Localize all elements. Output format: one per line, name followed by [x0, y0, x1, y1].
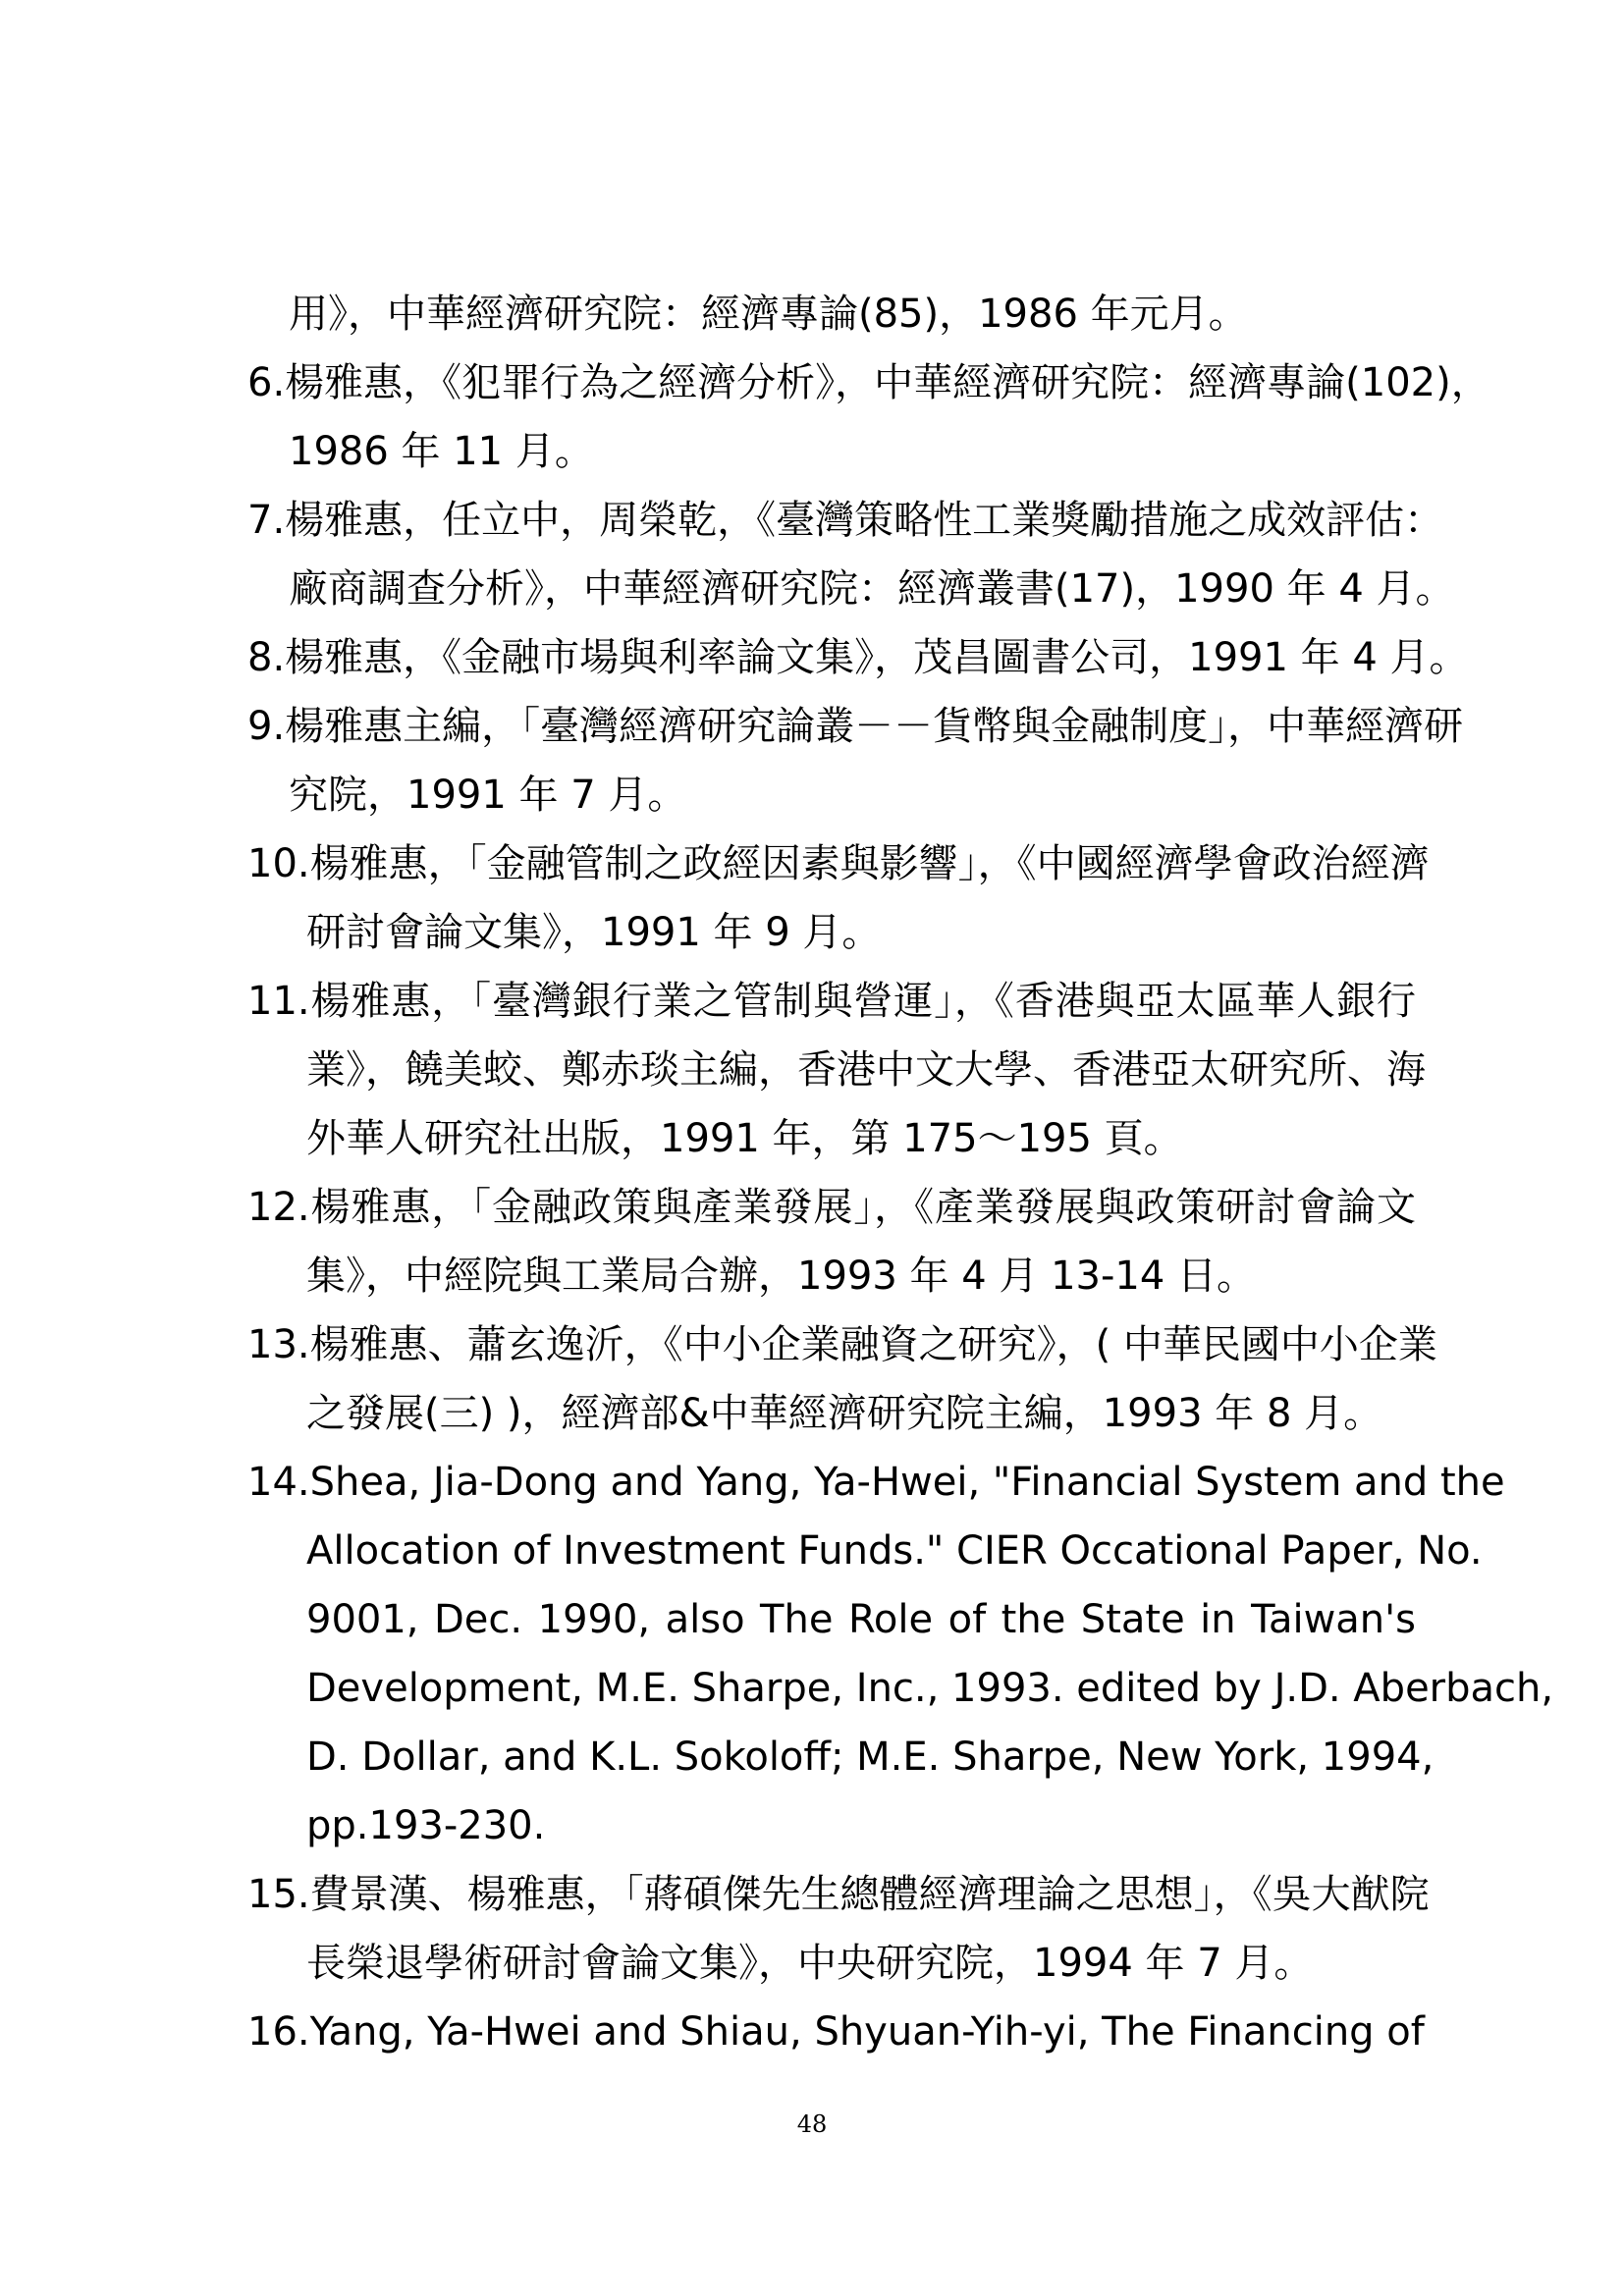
reference-line: 6.楊雅惠，《犯罪行為之經濟分析》，中華經濟研究院：經濟專論(102)，: [247, 360, 1490, 405]
reference-line: 16.Yang, Ya-Hwei and Shiau, Shyuan-Yih-yi, The Financing of: [247, 2009, 1425, 2055]
reference-line: 11.楊雅惠，「臺灣銀行業之管制與營運」，《香港與亞太區華人銀行: [247, 979, 1416, 1024]
page-number: 48: [796, 2110, 828, 2138]
reference-line: 9001, Dec. 1990, also The Role of the State in Taiwan's: [306, 1597, 1416, 1642]
reference-line: Development, M.E. Sharpe, Inc., 1993. edited by J.D. Aberbach,: [306, 1666, 1554, 1711]
reference-line: 7.楊雅惠，任立中，周榮乾，《臺灣策略性工業獎勵措施之成效評估：: [247, 498, 1444, 543]
reference-line: 15.費景漢、楊雅惠，「蔣碩傑先生總體經濟理論之思想」，《吳大猷院: [247, 1872, 1430, 1917]
reference-line: 外華人研究社出版，1991 年，第 175～195 頁。: [306, 1116, 1183, 1161]
reference-line: 12.楊雅惠，「金融政策與產業發展」，《產業發展與政策研討會論文: [247, 1185, 1416, 1230]
reference-line: 10.楊雅惠，「金融管制之政經因素與影響」，《中國經濟學會政治經濟: [247, 841, 1430, 886]
reference-line: D. Dollar, and K.L. Sokoloff; M.E. Sharpe, New York, 1994,: [306, 1735, 1435, 1780]
reference-line: 13.楊雅惠、蕭玄逸沂，《中小企業融資之研究》，( 中華民國中小企業: [247, 1322, 1437, 1367]
reference-line: Allocation of Investment Funds." CIER Occational Paper, No.: [306, 1528, 1483, 1574]
reference-line: 研討會論文集》，1991 年 9 月。: [306, 910, 882, 955]
reference-line: 廠商調查分析》，中華經濟研究院：經濟叢書(17)，1990 年 4 月。: [289, 566, 1455, 612]
reference-line: pp.193-230.: [306, 1803, 546, 1848]
reference-line: 究院，1991 年 7 月。: [289, 773, 687, 818]
reference-line: 8.楊雅惠，《金融市場與利率論文集》，茂昌圖書公司，1991 年 4 月。: [247, 635, 1469, 680]
reference-line: 1986 年 11 月。: [289, 429, 594, 474]
reference-line: 14.Shea, Jia-Dong and Yang, Ya-Hwei, "Financial System and the: [247, 1460, 1505, 1505]
reference-list: [247, 280, 1554, 2066]
reference-line: 用》，中華經濟研究院：經濟專論(85)，1986 年元月。: [289, 292, 1248, 337]
reference-line: 集》，中經院與工業局合辦，1993 年 4 月 13-14 日。: [306, 1254, 1257, 1299]
reference-line: 業》，饒美蛟、鄭赤琰主編，香港中文大學、香港亞太研究所、海: [306, 1047, 1426, 1093]
reference-line: 9.楊雅惠主編，「臺灣經濟研究論叢－－貨幣與金融制度」，中華經濟研: [247, 704, 1464, 749]
reference-line: 之發展(三) )，經濟部&中華經濟研究院主編，1993 年 8 月。: [306, 1391, 1383, 1436]
reference-line: 長榮退學術研討會論文集》，中央研究院，1994 年 7 月。: [306, 1941, 1314, 1986]
